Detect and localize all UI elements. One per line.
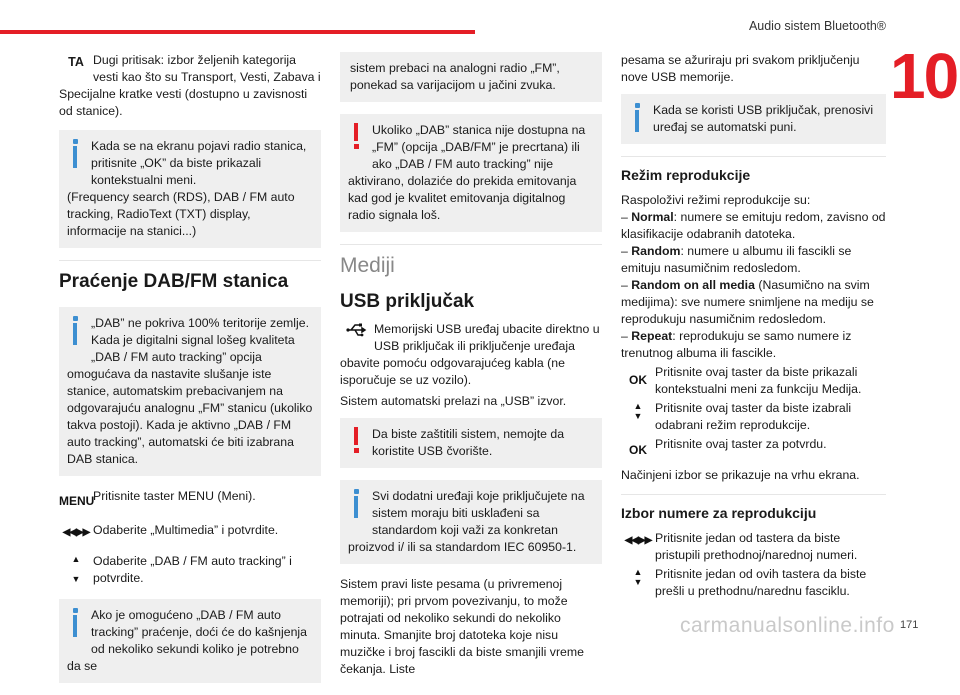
lr-text: Pritisnite jedan od tastera da biste pristupili prethodnoj/narednoj numeri.	[655, 531, 858, 562]
warning-icon	[348, 122, 370, 158]
up-down-arrows-icon: ▲ ▼	[71, 554, 81, 584]
continued-box	[340, 52, 602, 102]
info3-text: Ako je omogućeno „DAB / FM auto tracking” praćenje, doći će do kašnjenja od nekoliko sekundi koliko je potrebno da se	[67, 608, 308, 673]
section-title-media: Mediji	[340, 254, 395, 277]
subsection-title-usb: USB priključak	[340, 291, 475, 312]
ok-button-icon: OK	[629, 443, 647, 457]
ok-button-icon: OK	[629, 373, 647, 387]
warn2-text: Da biste zaštitili sistem, nemojte da koristite USB čvorište.	[372, 427, 565, 458]
info-charging-text: Kada se koristi USB priključak, prenosivi uređaj se automatski puni.	[653, 103, 874, 134]
column-1	[59, 52, 321, 695]
up-down-arrows-icon: ▲ ▼	[633, 401, 643, 421]
step-dab-fm	[59, 553, 321, 587]
divider	[59, 260, 321, 261]
step-multimedia	[59, 522, 321, 541]
mode-name: Normal	[631, 210, 674, 224]
ok2-text: Pritisnite ovaj taster za potvrdu.	[655, 437, 827, 451]
info-icon	[67, 607, 89, 643]
continued-text-col3: pesama se ažuriraju pri svakom priključenju nove USB memorije.	[621, 53, 860, 84]
mode-desc: : numere u albumu ili fascikli se emituju nasumičnim redosledom.	[621, 244, 852, 275]
mode-desc: (Nasumično na svim medijima): sve numere snimljene na mediju se reprodukuju nasumičnim redosledom.	[621, 278, 874, 326]
warn1-text: Ukoliko „DAB” stanica nije dostupna na „FM” (opcija „DAB/FM” je precrtana) ili ako „DAB / FM auto tracking” nije aktivirano, dolaziće do prekida emitovanja kad god je kvalitet emitovanja digitalnog radio signala loš.	[348, 123, 586, 222]
info-icon	[67, 315, 89, 351]
heading-track-selection: Izbor numere za reprodukciju	[621, 505, 817, 521]
column-2	[340, 52, 602, 686]
watermark: carmanualsonline.info	[680, 614, 895, 637]
warning-box-usb-hub	[340, 418, 602, 468]
ud2-text: Pritisnite jedan od ovih tastera da biste prešli u prethodnu/narednu fasciklu.	[655, 567, 867, 598]
divider	[340, 244, 602, 245]
info-icon	[67, 138, 89, 174]
ta-instruction	[59, 52, 321, 120]
up-down-arrows-icon: ▲ ▼	[633, 567, 643, 587]
mode-desc: : numere se emituju redom, zavisno od klasifikacije odabranih datoteka.	[621, 210, 886, 241]
ud-text: Pritisnite ovaj taster da biste izabrali odabrani režim reprodukcije.	[655, 401, 852, 432]
left-right-arrows-icon: ◀◀▶▶	[624, 535, 652, 546]
usb-instruction	[340, 321, 602, 389]
usb-text-2: Sistem automatski prelazi na „USB” izvor.	[340, 394, 567, 408]
info1-extra: (Frequency search (RDS), DAB / FM auto tracking, RadioText (TXT) display, informacije na stanici...)	[67, 190, 295, 238]
left-right-arrows-icon: ◀◀▶▶	[62, 527, 90, 538]
continued-text: sistem prebaci na analogni radio „FM”, ponekad sa varijacijom u jačini zvuka.	[350, 61, 560, 92]
mode-item-normal: – Normal: numere se emituju redom, zavisno od klasifikacije odabranih datoteka.	[621, 210, 886, 241]
ta-text: Dugi pritisak: izbor željenih kategorija vesti kao što su Transport, Vesti, Zabava i Specijalne kratke vesti (dostupno u zavisnosti od stanice).	[59, 53, 321, 118]
info2-text: „DAB” ne pokriva 100% teritorije zemlje. Kada je digitalni signal lošeg kvaliteta „DAB / FM auto tracking” opcija omogućava da nastavite slušanje iste stanice, automatskim prebacivanjem na odgovarajuću analognu „FM” stanicu (ukoliko takva postoji). Kada je aktivno „DAB / FM auto tracking”, automatski će biti izabrana DAB stanica.	[67, 316, 313, 466]
info-box-delay	[59, 599, 321, 683]
playback-intro: Raspoloživi režimi reprodukcije su:	[621, 193, 811, 207]
info-icon	[629, 102, 651, 138]
step2-text: Odaberite „Multimedia” i potvrdite.	[93, 523, 279, 537]
mode-name: Repeat	[631, 329, 673, 343]
ok-text: Pritisnite ovaj taster da biste prikazali kontekstualni meni za funkciju Medija.	[655, 365, 862, 396]
step3-text: Odaberite „DAB / FM auto tracking” i potvrdite.	[93, 554, 292, 585]
divider	[621, 156, 886, 157]
info-box-dab	[59, 307, 321, 476]
step-left-right-track	[621, 530, 886, 564]
page-header-title: Audio sistem Bluetooth®	[748, 19, 886, 33]
info-box-charging	[621, 94, 886, 144]
step1-text: Pritisnite taster MENU (Meni).	[93, 489, 256, 503]
info-box-context-menu	[59, 130, 321, 248]
warning-box-dab	[340, 114, 602, 232]
info-icon	[348, 488, 370, 524]
mode-item-random: – Random: numere u albumu ili fascikli se emituju nasumičnim redosledom.	[621, 244, 852, 275]
step-updown-mode	[621, 400, 886, 434]
menu-button-icon: MENU	[59, 494, 95, 508]
info-standards-text: Svi dodatni uređaji koje priključujete na sistem moraju biti usklađeni sa standardom koji važi za konkretan proizvod i/ ili sa standardom IEC 60950-1.	[348, 489, 585, 554]
step-ok-confirm	[621, 436, 886, 459]
info1-text: Kada se na ekranu pojavi radio stanica, pritisnite „OK” da biste prikazali kontekstualni meni.	[91, 139, 307, 187]
usb-text: Memorijski USB uređaj ubacite direktno u USB priključak ili priključenje uređaja obavite pomoću odgovarajućeg kabla (ne isporučuje se uz vozilo).	[340, 322, 600, 387]
info-box-standards	[340, 480, 602, 564]
chapter-number: 10	[890, 40, 958, 112]
mode-item-repeat: – Repeat: reprodukuju se samo numere iz trenutnog albuma ili fascikle.	[621, 329, 852, 360]
mode-name: Random	[631, 244, 681, 258]
mode-desc: : reprodukuju se samo numere iz trenutnog albuma ili fascikle.	[621, 329, 852, 360]
step-ok-context	[621, 364, 886, 398]
warning-icon	[348, 426, 370, 462]
step-menu	[59, 488, 321, 510]
page-number: 171	[900, 619, 919, 631]
usb-icon	[340, 321, 374, 342]
result-text: Načinjeni izbor se prikazuje na vrhu ekrana.	[621, 468, 860, 482]
mode-item-random-all: – Random on all media (Nasumično na svim medijima): sve numere snimljene na mediju se reprodukuju nasumičnim redosledom.	[621, 278, 874, 326]
mode-name: Random on all media	[631, 278, 755, 292]
step-updown-folder	[621, 566, 886, 600]
divider	[621, 494, 886, 495]
playlist-text: Sistem pravi liste pesama (u privremenoj memoriji); pri prvom povezivanju, to može potrajati od nekoliko sekundi do nekoliko minuta. Smanjite broj datoteka koje nisu muzičke i broj fascikli da biste smanjili vreme čekanja. Liste	[340, 577, 584, 676]
section-title-dab-fm: Praćenje DAB/FM stanica	[59, 271, 289, 292]
ta-icon: TA	[68, 55, 84, 69]
column-3	[621, 52, 886, 612]
heading-playback-mode: Režim reprodukcije	[621, 167, 751, 183]
header-red-bar	[0, 30, 475, 34]
